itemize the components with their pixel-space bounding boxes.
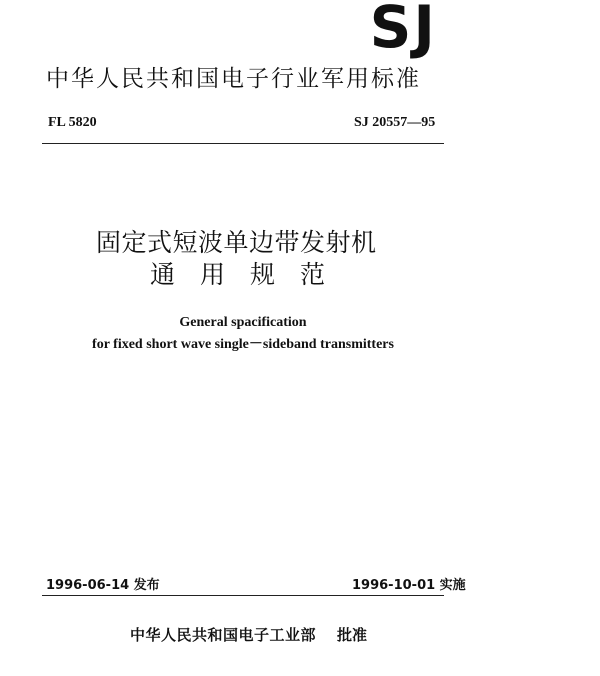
footer-divider [42,595,444,596]
title-english-line1: General spacification [179,315,307,330]
title-chinese-line2: 通用规范 [150,260,351,289]
title-chinese-line1: 固定式短波单边带发射机 [96,228,377,257]
sj-logo: SJ [369,0,437,61]
implementation-date: 1996-10-01 实施 [352,578,466,593]
approving-authority: 中华人民共和国电子工业部 [130,626,317,644]
issue-date: 1996-06-14 发布 [46,578,160,593]
standard-organization: 中华人民共和国电子行业军用标准 [46,66,421,92]
approval-label: 批准 [337,626,368,644]
header-divider [42,143,444,144]
standard-number: SJ 20557—95 [354,115,436,130]
classification-code: FL 5820 [48,115,97,130]
title-english-line2: for fixed short wave single－sideband transmitters [92,337,394,352]
